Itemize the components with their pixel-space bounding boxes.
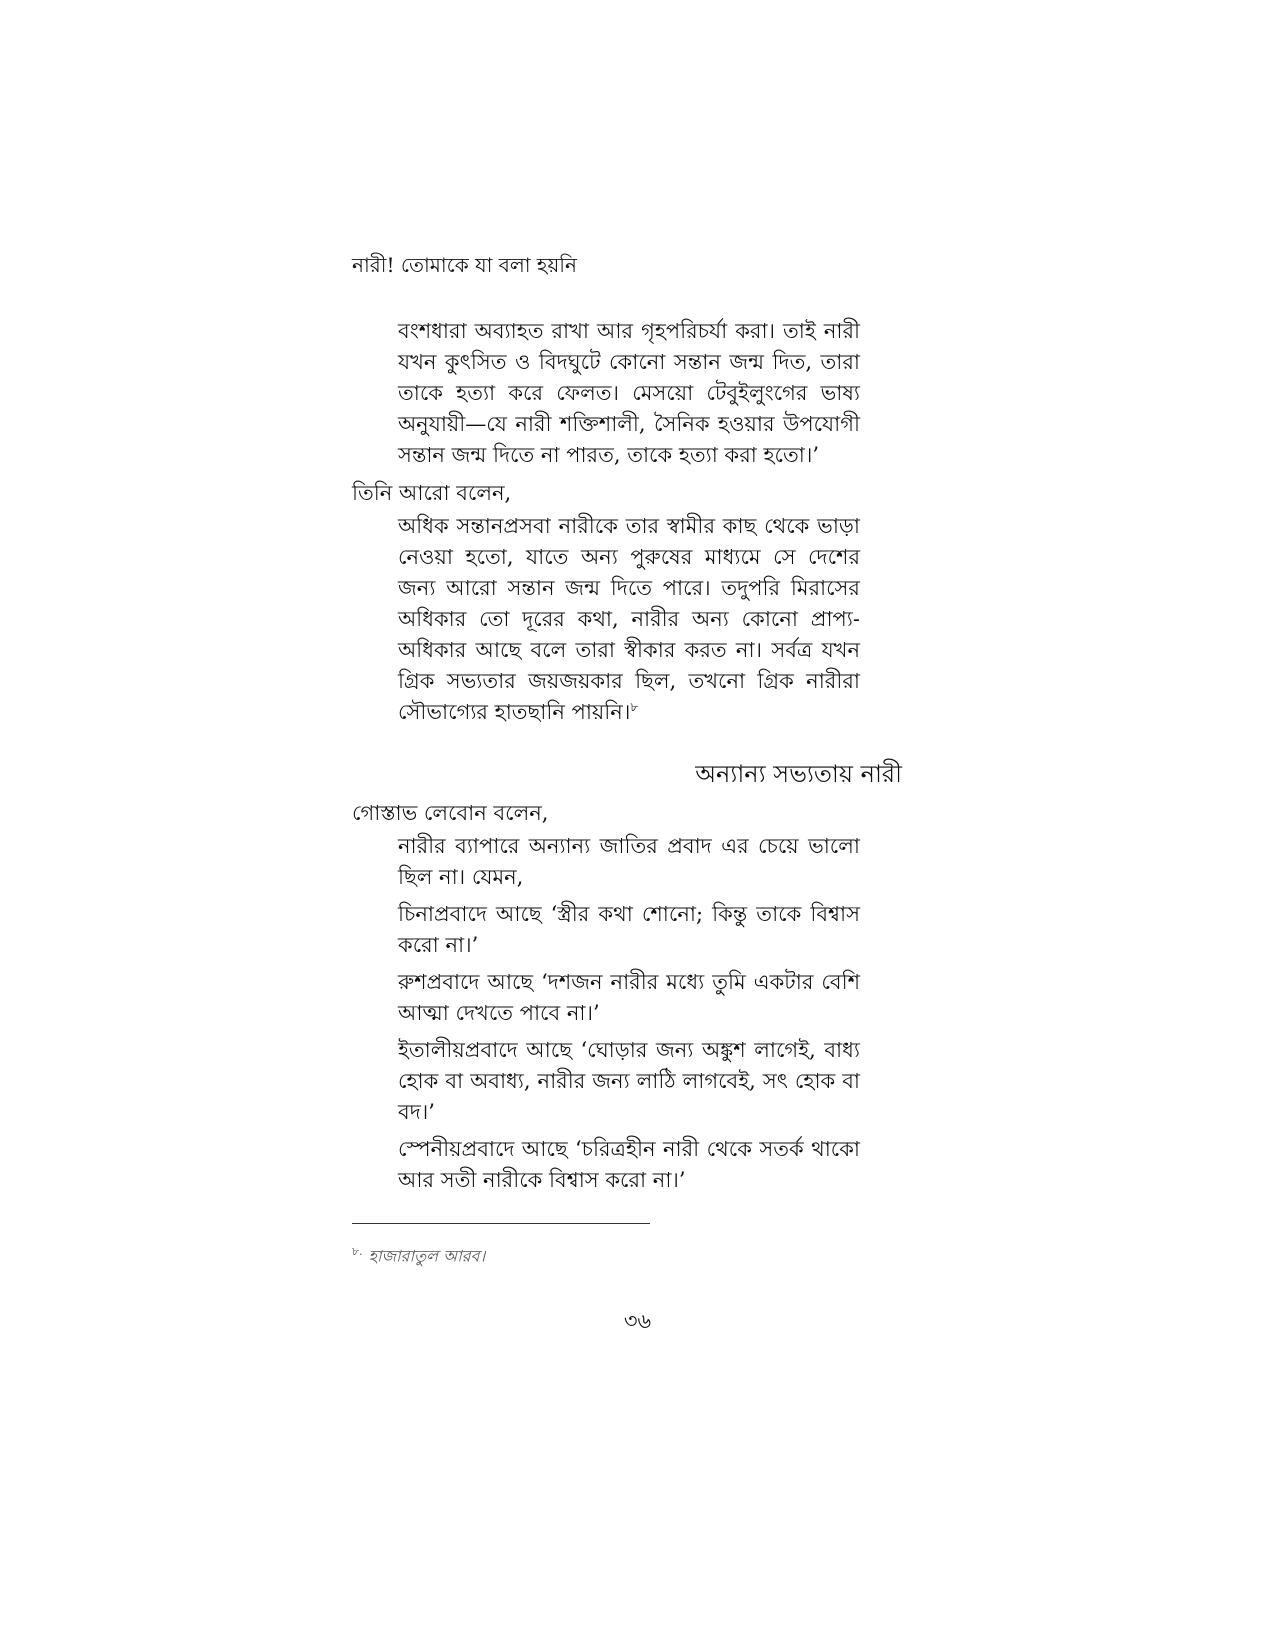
block-quote-3 <box>398 831 860 1196</box>
footnote <box>352 1240 485 1268</box>
footnote-marker: ৮. <box>352 1245 363 1258</box>
footnote-text: হাজারাতুল আরব। <box>368 1246 486 1266</box>
quote-text: বংশধারা অব্যাহত রাখা আর গৃহপরিচর্যা করা। তাই নারী যখন কুৎসিত ও বিদঘুটে কোনো সন্তান জন্ম দিত, তারা তাকে হত্যা করে ফেলত। মেসয়ো টেবুইলুংগের ভাষ্য অনুযায়ী—যে নারী শক্তিশালী, সৈনিক হওয়ার উপযোগী সন্তান জন্ম দিতে না পারত, তাকে হত্যা করা হতো।’ <box>398 319 860 467</box>
proverb-italian: ইতালীয়প্রবাদে আছে ‘ঘোড়ার জন্য অঙ্কুশ লাগেই, বাধ্য হোক বা অবাধ্য, নারীর জন্য লাঠি লাগবেই, সৎ হোক বা বদ।’ <box>398 1038 860 1124</box>
block-quote-1 <box>398 316 860 471</box>
proverb-chinese: চিনাপ্রবাদে আছে ‘স্ত্রীর কথা শোনো; কিন্তু তাকে বিশ্বাস করো না।’ <box>398 902 860 957</box>
page-number: ৩৬ <box>623 1309 652 1333</box>
paragraph-2: গোস্তাভ লেবোন বলেন, <box>352 801 549 825</box>
running-header: নারী! তোমাকে যা বলা হয়নি <box>352 253 577 277</box>
proverb-russian: রুশপ্রবাদে আছে ‘দশজন নারীর মধ্যে তুমি একটার বেশি আত্মা দেখতে পাবে না।’ <box>398 970 860 1025</box>
block-quote-2 <box>398 511 860 728</box>
quote-intro: নারীর ব্যাপারে অন্যান্য জাতির প্রবাদ এর চেয়ে ভালো ছিল না। যেমন, <box>398 834 860 889</box>
paragraph-1: তিনি আরো বলেন, <box>352 481 512 505</box>
quote-text <box>398 511 860 728</box>
footnote-divider <box>352 1223 650 1224</box>
quote-body: অধিক সন্তানপ্রসবা নারীকে তার স্বামীর কাছ থেকে ভাড়া নেওয়া হতো, যাতে অন্য পুরুষের মাধ্যমে সে দেশের জন্য আরো সন্তান জন্ম দিতে পারে। তদুপরি মিরাসের অধিকার তো দূরের কথা, নারীর অন্য কোনো প্রাপ্য-অধিকার আছে বলে তারা স্বীকার করত না। সর্বত্র যখন গ্রিক সভ্যতার জয়জয়কার ছিল, তখনো গ্রিক নারীরা সৌভাগ্যের হাতছানি পায়নি। <box>398 514 860 724</box>
proverb-spanish: স্পেনীয়প্রবাদে আছে ‘চরিত্রহীন নারী থেকে সতর্ক থাকো আর সতী নারীকে বিশ্বাস করো না।’ <box>398 1137 860 1192</box>
footnote-reference: ৮ <box>630 700 639 714</box>
section-heading: অন্যান্য সভ্যতায় নারী <box>695 760 902 788</box>
